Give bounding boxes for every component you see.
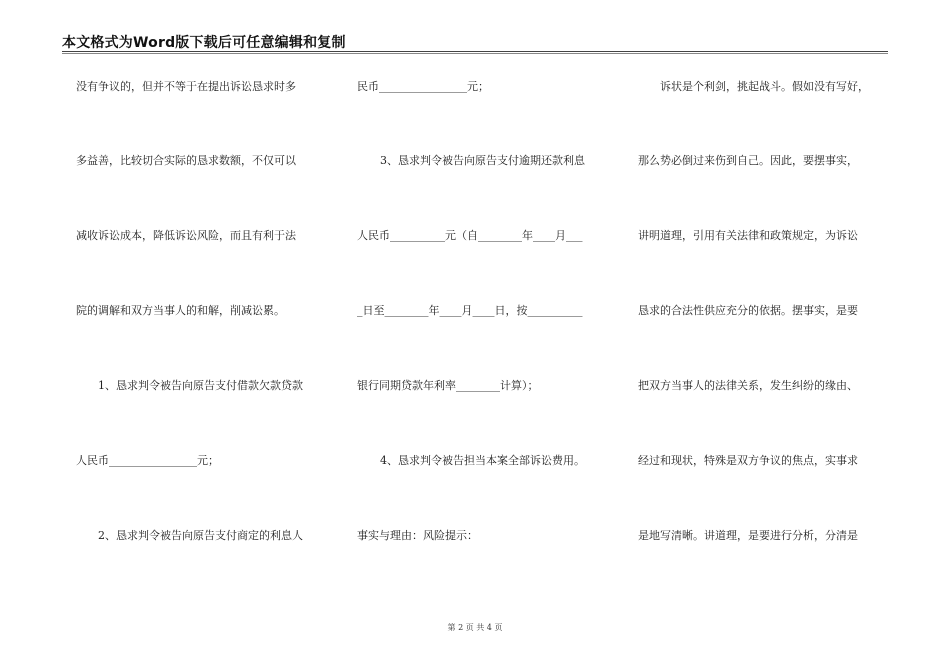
text-line: 那么势必倒过来伤到自己。因此，要摆事实，	[638, 154, 858, 167]
text-line: 人民币________________元；	[76, 454, 219, 467]
text-line: 经过和现状，特殊是双方争议的焦点，实事求	[638, 454, 858, 467]
document-header-title: 本文格式为Word版下载后可任意编辑和复制	[62, 35, 346, 51]
text-line: 民币________________元；	[357, 80, 489, 93]
text-line: 1、恳求判令被告向原告支付借款欠款贷款	[98, 379, 303, 392]
text-line: 银行同期贷款年利率________计算）；	[357, 379, 539, 392]
text-line: 没有争议的，但并不等于在提出诉讼恳求时多	[76, 80, 296, 93]
text-line: 减收诉讼成本，降低诉讼风险，而且有利于法	[76, 229, 296, 242]
text-line: 人民币__________元（自________年____月___	[357, 229, 583, 242]
text-line: 4、恳求判令被告担当本案全部诉讼费用。	[380, 454, 585, 467]
text-line: 是地写清晰。讲道理，是要进行分析，分清是	[638, 529, 858, 542]
page-number-footer: 第 2 页 共 4 页	[447, 623, 503, 632]
text-line: 多益善，比较切合实际的恳求数额，不仅可以	[76, 154, 296, 167]
text-line: 3、恳求判令被告向原告支付逾期还款利息	[380, 154, 585, 167]
text-line: _日至________年____月____日，按__________	[357, 304, 583, 317]
text-line: 讲明道理，引用有关法律和政策规定，为诉讼	[638, 229, 858, 242]
text-line: 恳求的合法性供应充分的依据。摆事实，是要	[638, 304, 858, 317]
text-line: 院的调解和双方当事人的和解，削减讼累。	[76, 304, 285, 317]
text-line: 事实与理由：风险提示：	[357, 529, 478, 542]
header-rule	[62, 51, 888, 52]
text-line: 把双方当事人的法律关系，发生纠纷的缘由、	[638, 379, 858, 392]
text-line: 2、恳求判令被告向原告支付商定的利息人	[98, 529, 303, 542]
text-line: 诉状是个利剑，挑起战斗。假如没有写好，	[660, 80, 869, 93]
header-rule-thin	[62, 53, 888, 54]
